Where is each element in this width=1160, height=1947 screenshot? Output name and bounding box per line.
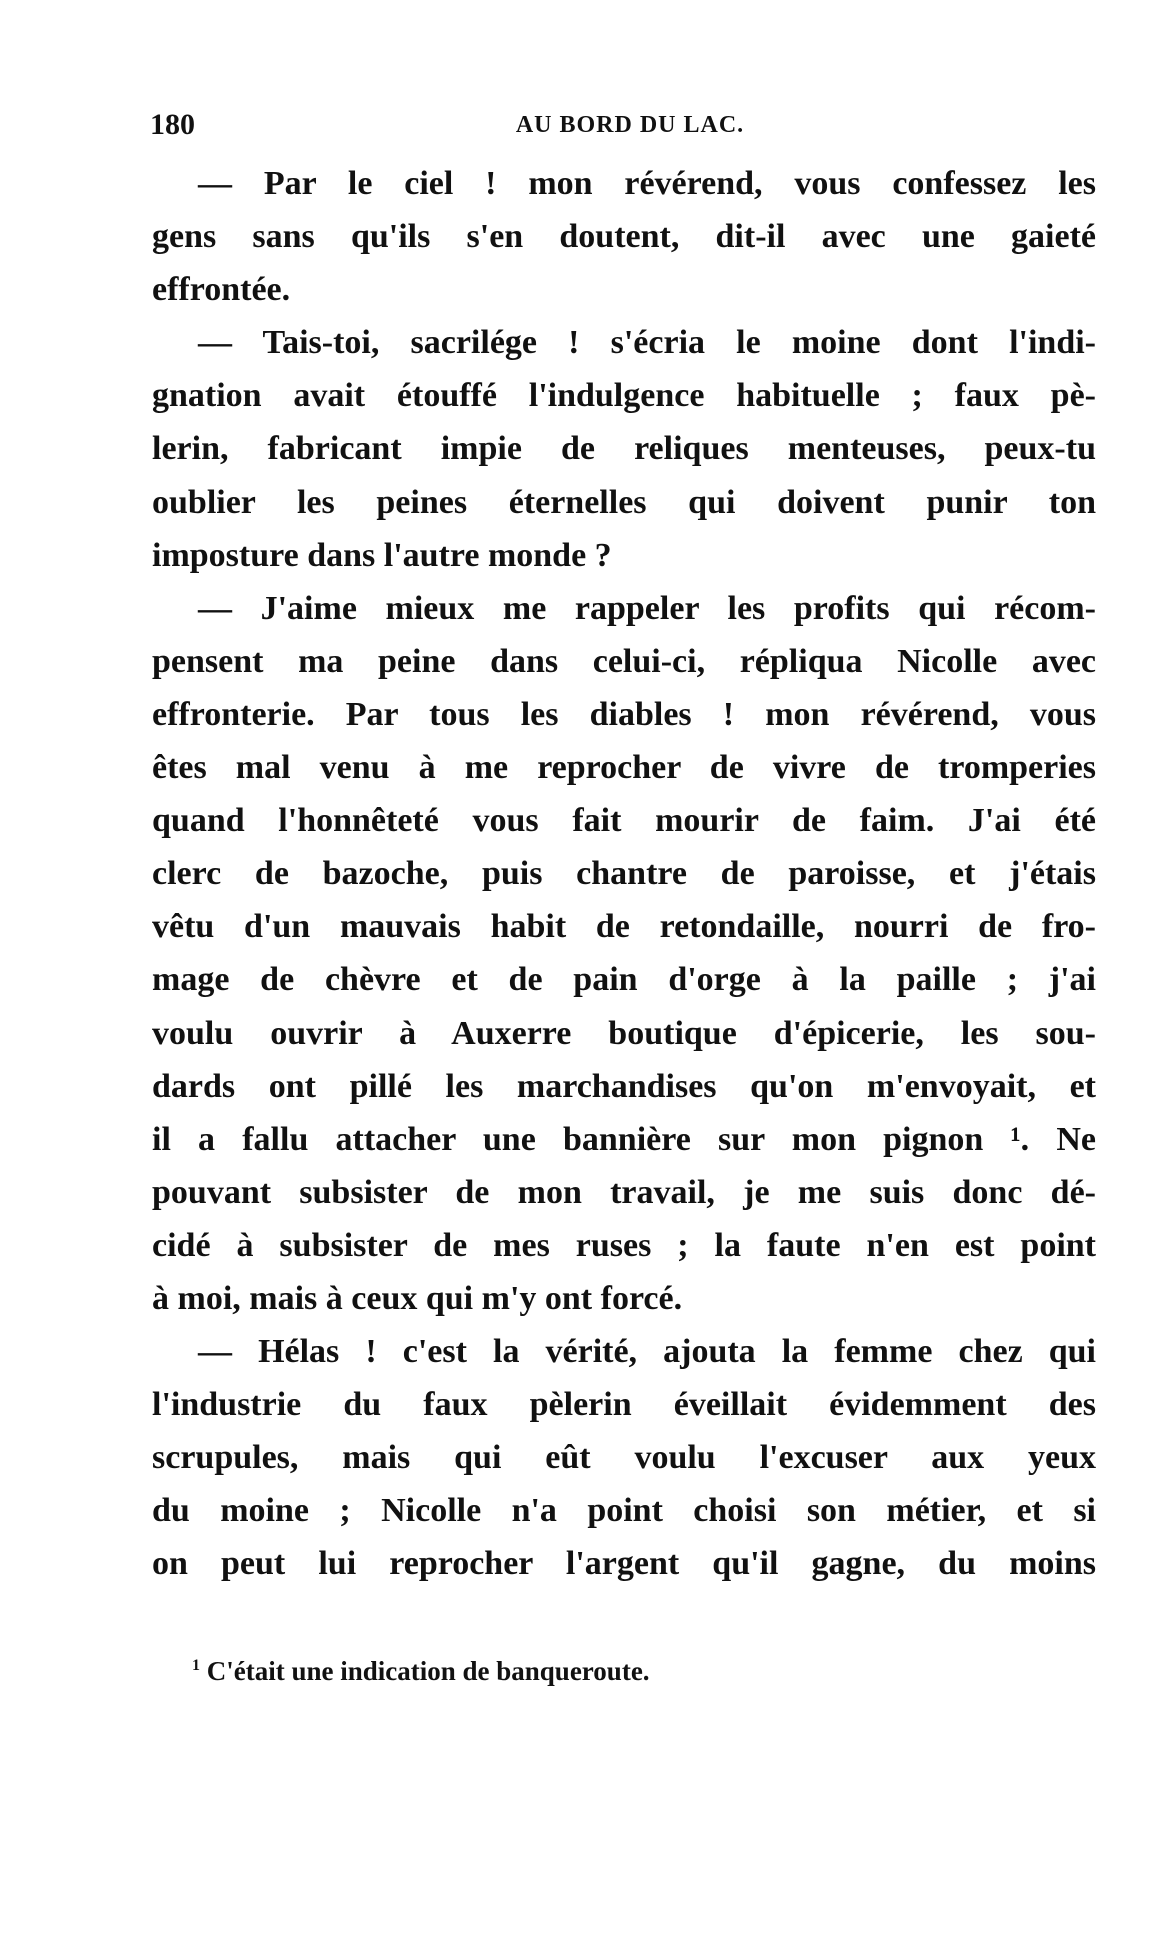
- text-line: il a fallu attacher une bannière sur mon pignon ¹. Ne: [152, 1120, 1096, 1158]
- text-line: gens sans qu'ils s'en doutent, dit-il avec une gaieté: [152, 218, 1096, 256]
- text-line: vêtu d'un mauvais habit de retondaille, nourri de fro-: [152, 908, 1096, 946]
- footnote-text: C'était une indication de banqueroute.: [206, 1656, 650, 1686]
- text-line: pouvant subsister de mon travail, je me suis donc dé-: [152, 1173, 1096, 1211]
- text-line: à moi, mais à ceux qui m'y ont forcé.: [152, 1279, 683, 1317]
- page-number: 180: [150, 108, 195, 141]
- text-line: quand l'honnêteté vous fait mourir de faim. J'ai été: [152, 802, 1096, 840]
- text-line: scrupules, mais qui eût voulu l'excuser aux yeux: [152, 1439, 1096, 1477]
- text-line: mage de chèvre et de pain d'orge à la paille ; j'ai: [152, 961, 1096, 999]
- running-title: AU BORD DU LAC.: [515, 112, 745, 138]
- text-line: clerc de bazoche, puis chantre de paroisse, et j'étais: [152, 855, 1096, 893]
- text-line: — Par le ciel ! mon révérend, vous confessez les: [198, 165, 1096, 202]
- text-line: voulu ouvrir à Auxerre boutique d'épicerie, les sou-: [152, 1014, 1096, 1052]
- text-line: gnation avait étouffé l'indulgence habituelle ; faux pè-: [152, 377, 1096, 415]
- text-line: l'industrie du faux pèlerin éveillait évidemment des: [152, 1386, 1096, 1424]
- text-line: lerin, fabricant impie de reliques menteuses, peux-tu: [152, 430, 1096, 468]
- text-line: dards ont pillé les marchandises qu'on m'envoyait, et: [152, 1067, 1096, 1105]
- text-line: pensent ma peine dans celui-ci, répliqua Nicolle avec: [152, 642, 1096, 680]
- text-line: cidé à subsister de mes ruses ; la faute n'en est point: [152, 1226, 1096, 1264]
- footnote-marker: 1: [192, 1657, 200, 1674]
- text-line: imposture dans l'autre monde ?: [152, 536, 612, 574]
- text-line: — J'aime mieux me rappeler les profits qui récom-: [198, 589, 1096, 627]
- footnote: [192, 1656, 650, 1687]
- text-line: oublier les peines éternelles qui doivent punir ton: [152, 483, 1096, 521]
- text-line: effronterie. Par tous les diables ! mon révérend, vous: [152, 695, 1096, 733]
- text-line: êtes mal venu à me reprocher de vivre de tromperies: [152, 749, 1096, 787]
- body-text: [152, 157, 1096, 1591]
- text-line: — Hélas ! c'est la vérité, ajouta la femme chez qui: [198, 1333, 1096, 1371]
- text-line: effrontée.: [152, 271, 291, 309]
- text-line: du moine ; Nicolle n'a point choisi son métier, et si: [152, 1492, 1096, 1530]
- text-line: — Tais-toi, sacrilége ! s'écria le moine dont l'indi-: [198, 324, 1096, 362]
- text-line: on peut lui reprocher l'argent qu'il gagne, du moins: [152, 1545, 1096, 1583]
